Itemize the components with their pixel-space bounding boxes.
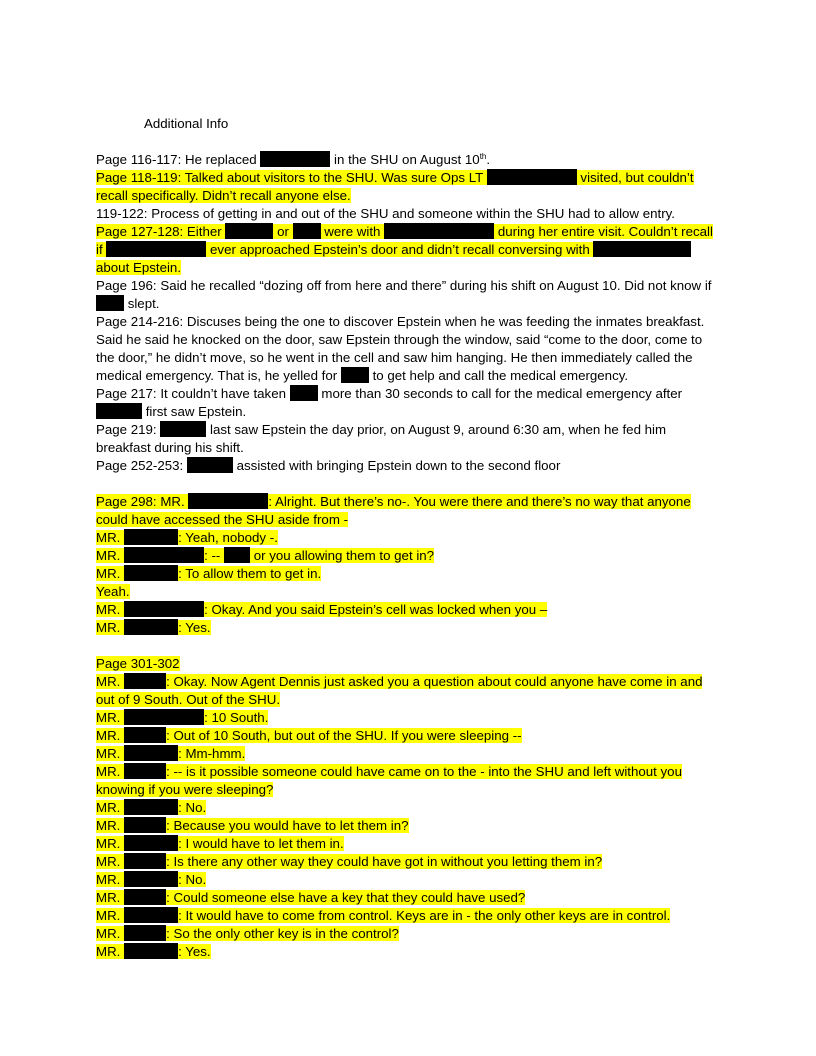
speaker-prefix: MR. xyxy=(96,854,125,869)
note-page-116 xyxy=(96,151,720,169)
note-text: about Epstein. xyxy=(96,260,182,275)
line-text: : No. xyxy=(178,800,207,815)
highlighted-line xyxy=(96,890,525,905)
speaker-prefix: MR. xyxy=(96,944,125,959)
transcript-page-298 xyxy=(96,493,720,637)
redaction-block xyxy=(124,835,178,851)
note-text: . xyxy=(486,152,491,167)
note-page-119: 119-122: Process of getting in and out of the SHU and someone within the SHU had to allow entry. xyxy=(96,206,675,221)
redaction-block xyxy=(124,547,204,563)
note-page-127 xyxy=(96,223,720,277)
ordinal-suffix: th xyxy=(479,152,487,161)
redaction-block xyxy=(260,151,330,167)
speaker-prefix: MR. xyxy=(96,710,125,725)
speaker-prefix: MR. xyxy=(96,908,125,923)
note-text: Page 116-117: He replaced xyxy=(96,152,261,167)
note-text: were with xyxy=(320,224,385,239)
speaker-prefix: MR. xyxy=(96,530,125,545)
transcript-line xyxy=(96,673,720,709)
speaker-prefix: MR. xyxy=(96,548,125,563)
line-text: : Mm-hmm. xyxy=(178,746,246,761)
note-text: slept. xyxy=(124,296,160,311)
page-heading: Additional Info xyxy=(144,116,229,131)
line-text: or you allowing them to get in? xyxy=(250,548,435,563)
transcript-line xyxy=(96,619,720,637)
highlighted-line xyxy=(96,602,547,617)
redaction-block xyxy=(124,925,166,941)
transcript-lines xyxy=(96,673,720,961)
transcript-line xyxy=(96,871,720,889)
highlighted-line xyxy=(96,530,278,545)
note-page-219 xyxy=(96,421,720,457)
line-text: : Okay. Now Agent Dennis just asked you a question about could anyone have come in and out of 9 South. Out of the SHU. xyxy=(96,674,703,707)
speaker-prefix: MR. xyxy=(96,566,125,581)
redaction-block xyxy=(290,385,318,401)
note-text: during her entire visit. Couldn’t recall if xyxy=(96,224,713,257)
transcript-line xyxy=(96,529,720,547)
highlighted-line xyxy=(96,926,399,941)
highlighted-line xyxy=(96,872,206,887)
line-text: : Okay. And you said Epstein’s cell was locked when you – xyxy=(204,602,548,617)
speaker-prefix: MR. xyxy=(96,620,125,635)
highlighted-line xyxy=(96,548,434,563)
redaction-block xyxy=(124,763,166,779)
highlighted-line xyxy=(96,818,409,833)
note-text: Page 217: It couldn’t have taken xyxy=(96,386,290,401)
speaker-prefix: MR. xyxy=(96,674,125,689)
redaction-block xyxy=(188,493,268,509)
transcript-line xyxy=(96,763,720,799)
line-text: : -- is it possible someone could have came on to the - into the SHU and left without you knowing if you were sleeping? xyxy=(96,764,682,797)
redaction-block xyxy=(487,169,577,185)
note-text: Page 214-216: Discuses being the one to discover Epstein when he was feeding the inmates breakfast. Said he said he knocked on the door, saw Epstein through the window, said “come to the door, come to the door,” he didn’t move, so he went in the cell and saw him hanging. He then immediately called the medical emergency. That is, he yelled for xyxy=(96,314,705,383)
redaction-block xyxy=(160,421,206,437)
note-text: assisted with bringing Epstein down to the second floor xyxy=(232,458,561,473)
redaction-block xyxy=(225,223,273,239)
speaker-prefix: MR. xyxy=(96,728,125,743)
highlighted-line xyxy=(96,620,211,635)
highlighted-line xyxy=(96,494,691,527)
redaction-block xyxy=(124,889,166,905)
note-text: ever approached Epstein’s door and didn’t recall conversing with xyxy=(206,242,594,257)
line-text: : Yeah, nobody -. xyxy=(178,530,278,545)
transcript-line xyxy=(96,907,720,925)
redaction-block xyxy=(341,367,369,383)
highlighted-line: Page 301-302 xyxy=(96,656,180,671)
note-text: to get help and call the medical emergency. xyxy=(368,368,629,383)
transcript-line xyxy=(96,835,720,853)
paragraph-gap xyxy=(96,637,720,655)
transcript-line xyxy=(96,745,720,763)
redaction-block xyxy=(224,547,250,563)
redaction-block xyxy=(124,817,166,833)
transcript-heading xyxy=(96,655,720,673)
transcript-line xyxy=(96,925,720,943)
transcript-line xyxy=(96,493,720,529)
note-text: in the SHU on August 10 xyxy=(330,152,480,167)
redaction-block xyxy=(124,529,178,545)
highlighted-line xyxy=(96,836,344,851)
highlighted-line xyxy=(96,746,245,761)
line-text: : I would have to let them in. xyxy=(178,836,344,851)
note-text: visited, but couldn’t recall specifically. Didn’t recall anyone else. xyxy=(96,170,694,203)
redaction-block xyxy=(384,223,494,239)
highlighted-line xyxy=(96,710,268,725)
redaction-block xyxy=(593,241,691,257)
speaker-prefix: MR. xyxy=(96,890,125,905)
line-text: : 10 South. xyxy=(204,710,269,725)
transcript-line xyxy=(96,601,720,619)
redaction-block xyxy=(293,223,321,239)
transcript-line xyxy=(96,709,720,727)
note-page-217 xyxy=(96,385,720,421)
highlighted-line xyxy=(96,908,670,923)
document-body xyxy=(96,115,720,961)
highlighted-line: Yeah. xyxy=(96,584,130,599)
transcript-line xyxy=(96,727,720,745)
highlighted-line xyxy=(96,764,682,797)
transcript-line xyxy=(96,889,720,907)
line-text: : It would have to come from control. Keys are in - the only other keys are in control. xyxy=(178,908,671,923)
redaction-block xyxy=(124,727,166,743)
line-text: : -- xyxy=(204,548,225,563)
paragraph-gap xyxy=(96,475,720,493)
highlighted-line xyxy=(96,728,522,743)
line-text: : So the only other key is in the control? xyxy=(166,926,399,941)
highlighted-line xyxy=(96,854,602,869)
redaction-block xyxy=(124,799,178,815)
speaker-prefix: MR. xyxy=(96,746,125,761)
redaction-block xyxy=(106,241,206,257)
note-text: Page 252-253: xyxy=(96,458,187,473)
note-text: Page 127-128: Either xyxy=(96,224,226,239)
highlighted-note xyxy=(96,224,713,275)
transcript-line xyxy=(96,853,720,871)
transcript-page-301 xyxy=(96,655,720,961)
highlighted-line xyxy=(96,800,206,815)
note-page-196 xyxy=(96,277,720,313)
speaker-prefix: MR. xyxy=(96,872,125,887)
note-text: or xyxy=(273,224,293,239)
transcript-line xyxy=(96,799,720,817)
redaction-block xyxy=(124,907,178,923)
transcript-line xyxy=(96,565,720,583)
speaker-prefix: MR. xyxy=(96,602,125,617)
transcript-line xyxy=(96,943,720,961)
redaction-block xyxy=(124,565,178,581)
note-page-252 xyxy=(96,457,720,475)
redaction-block xyxy=(124,709,204,725)
redaction-block xyxy=(124,871,178,887)
line-text: : Out of 10 South, but out of the SHU. If you were sleeping -- xyxy=(166,728,522,743)
redaction-block xyxy=(124,673,166,689)
note-text: Page 219: xyxy=(96,422,161,437)
redaction-block xyxy=(187,457,233,473)
line-text: : Yes. xyxy=(178,944,211,959)
redaction-block xyxy=(124,745,178,761)
transcript-line xyxy=(96,583,720,601)
line-text: : To allow them to get in. xyxy=(178,566,322,581)
note-page-118 xyxy=(96,169,720,205)
speaker-prefix: MR. xyxy=(96,764,125,779)
line-text: : Could someone else have a key that they could have used? xyxy=(166,890,526,905)
redaction-block xyxy=(124,619,178,635)
speaker-prefix: Page 298: MR. xyxy=(96,494,189,509)
redaction-block xyxy=(96,403,142,419)
highlighted-line xyxy=(96,674,702,707)
highlighted-note xyxy=(96,170,694,203)
note-text: more than 30 seconds to call for the medical emergency after xyxy=(317,386,683,401)
transcript-line xyxy=(96,817,720,835)
speaker-prefix: MR. xyxy=(96,818,125,833)
speaker-prefix: MR. xyxy=(96,836,125,851)
highlighted-line xyxy=(96,566,321,581)
line-text: : Is there any other way they could have got in without you letting them in? xyxy=(166,854,603,869)
line-text: : Because you would have to let them in? xyxy=(166,818,409,833)
speaker-prefix: MR. xyxy=(96,800,125,815)
highlighted-line xyxy=(96,944,211,959)
redaction-block xyxy=(124,601,204,617)
speaker-prefix: MR. xyxy=(96,926,125,941)
note-text: first saw Epstein. xyxy=(142,404,247,419)
redaction-block xyxy=(124,943,178,959)
redaction-block xyxy=(96,295,124,311)
line-text: : Yes. xyxy=(178,620,211,635)
transcript-line xyxy=(96,547,720,565)
line-text: : No. xyxy=(178,872,207,887)
line-text: : Alright. But there’s no-. You were there and there’s no way that anyone could have accessed the SHU aside from - xyxy=(96,494,691,527)
redaction-block xyxy=(124,853,166,869)
note-text: last saw Epstein the day prior, on August 9, around 6:30 am, when he fed him breakfast during his shift. xyxy=(96,422,667,455)
note-text: Page 118-119: Talked about visitors to the SHU. Was sure Ops LT xyxy=(96,170,487,185)
note-page-214 xyxy=(96,313,720,385)
note-text: Page 196: Said he recalled “dozing off from here and there” during his shift on August 10. Did not know if xyxy=(96,278,712,293)
